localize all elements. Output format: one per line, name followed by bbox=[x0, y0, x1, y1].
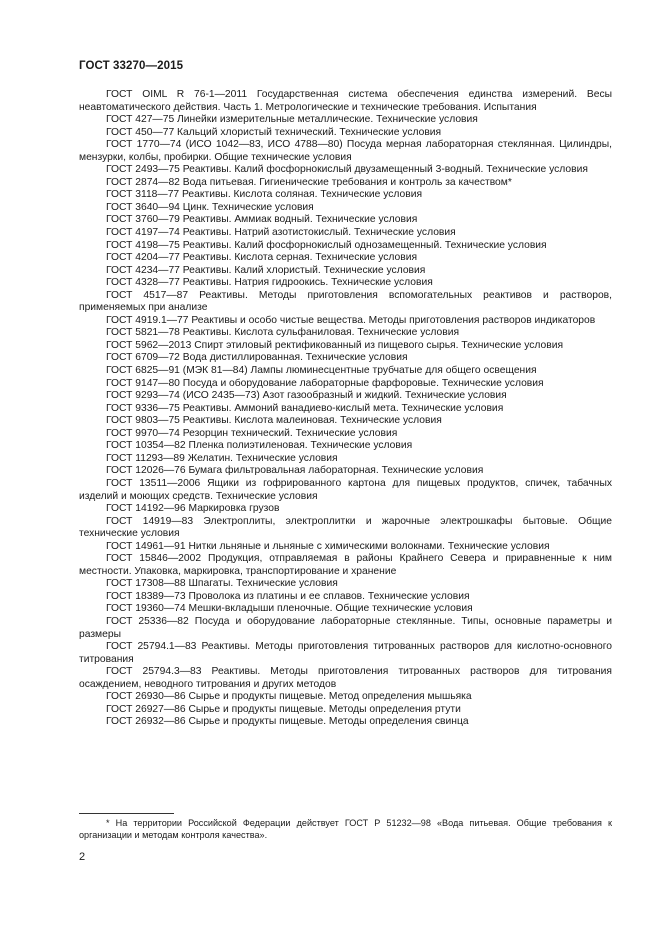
page-number: 2 bbox=[79, 851, 86, 863]
reference-entry: ГОСТ 450—77 Кальций хлористый технический. Технические условия bbox=[106, 126, 442, 138]
reference-entry: ГОСТ 4204—77 Реактивы. Кислота серная. Технические условия bbox=[106, 252, 418, 264]
reference-entry: ГОСТ 4919.1—77 Реактивы и особо чистые вещества. Методы приготовления растворов индикаторов bbox=[106, 314, 596, 326]
reference-entry: ГОСТ 11293—89 Желатин. Технические условия bbox=[106, 452, 338, 464]
reference-entry: ГОСТ 26927—86 Сырье и продукты пищевые. Методы определения ртути bbox=[106, 703, 461, 715]
reference-entry: ГОСТ 2493—75 Реактивы. Калий фосфорнокислый двузамещенный 3-водный. Технические условия bbox=[106, 164, 588, 176]
reference-entry: ГОСТ 2874—82 Вода питьевая. Гигиенические требования и контроль за качеством* bbox=[106, 176, 512, 188]
reference-entry: ГОСТ 1770—74 (ИСО 1042—83, ИСО 4788—80) Посуда мерная лабораторная стеклянная. Цилиндры, мензурки, колбы, пробирки. Общие технические условия bbox=[79, 139, 612, 163]
reference-entry: ГОСТ 9970—74 Резорцин технический. Технические условия bbox=[106, 427, 398, 439]
page-header: ГОСТ 33270—2015 bbox=[79, 60, 184, 72]
reference-entry: ГОСТ 3760—79 Реактивы. Аммиак водный. Технические условия bbox=[106, 214, 418, 226]
reference-entry: ГОСТ 4328—77 Реактивы. Натрия гидроокись. Технические условия bbox=[106, 277, 433, 289]
reference-entry: ГОСТ 4234—77 Реактивы. Калий хлористый. Технические условия bbox=[106, 264, 426, 276]
normative-references-list bbox=[79, 89, 612, 729]
reference-entry: ГОСТ 17308—88 Шпагаты. Технические условия bbox=[106, 578, 338, 590]
reference-entry: ГОСТ 5962—2013 Спирт этиловый ректификованный из пищевого сырья. Технические условия bbox=[106, 339, 564, 351]
footnote-divider bbox=[79, 813, 174, 814]
reference-entry: ГОСТ 13511—2006 Ящики из гофрированного картона для пищевых продуктов, спичек, табачных изделий и моющих средств. Технические условия bbox=[79, 477, 612, 502]
reference-entry: ГОСТ 26930—86 Сырье и продукты пищевые. Метод определения мышьяка bbox=[106, 691, 472, 703]
reference-entry: ГОСТ 10354—82 Пленка полиэтиленовая. Технические условия bbox=[106, 440, 413, 452]
reference-entry: ГОСТ 14192—96 Маркировка грузов bbox=[106, 503, 280, 515]
reference-entry: ГОСТ 6709—72 Вода дистиллированная. Технические условия bbox=[106, 352, 408, 364]
reference-entry: ГОСТ 12026—76 Бумага фильтровальная лабораторная. Технические условия bbox=[106, 465, 484, 477]
reference-entry: ГОСТ 15846—2002 Продукция, отправляемая в районы Крайнего Севера и приравненные к ним местности. Упаковка, маркировка, транспортирование и хранение bbox=[79, 553, 612, 577]
reference-entry: ГОСТ OIML R 76-1—2011 Государственная система обеспечения единства измерений. Весы неавтоматического действия. Часть 1. Метрологические и технические требования. Испытания bbox=[79, 89, 612, 113]
reference-entry: ГОСТ 3640—94 Цинк. Технические условия bbox=[106, 201, 314, 213]
reference-entry: ГОСТ 25794.3—83 Реактивы. Методы приготовления титрованных растворов для титрования осаждением, неводного титрования и других методов bbox=[79, 666, 612, 690]
reference-entry: ГОСТ 4197—74 Реактивы. Натрий азотистокислый. Технические условия bbox=[106, 227, 456, 239]
reference-entry: ГОСТ 4198—75 Реактивы. Калий фосфорнокислый однозамещенный. Технические условия bbox=[106, 239, 547, 251]
reference-entry: ГОСТ 3118—77 Реактивы. Кислота соляная. Технические условия bbox=[106, 189, 423, 201]
reference-entry: ГОСТ 9293—74 (ИСО 2435—73) Азот газообразный и жидкий. Технические условия bbox=[106, 390, 507, 402]
reference-entry: ГОСТ 9147—80 Посуда и оборудование лабораторные фарфоровые. Технические условия bbox=[106, 377, 544, 389]
reference-entry: ГОСТ 9803—75 Реактивы. Кислота малеиновая. Технические условия bbox=[106, 415, 442, 427]
reference-entry: ГОСТ 5821—78 Реактивы. Кислота сульфаниловая. Технические условия bbox=[106, 327, 460, 339]
reference-entry: ГОСТ 9336—75 Реактивы. Аммоний ванадиево-кислый мета. Технические условия bbox=[106, 402, 504, 414]
reference-entry: ГОСТ 25336—82 Посуда и оборудование лабораторные стеклянные. Типы, основные параметры и размеры bbox=[79, 615, 612, 640]
reference-entry: ГОСТ 14961—91 Нитки льняные и льняные с химическими волокнами. Технические условия bbox=[106, 540, 550, 552]
reference-entry: ГОСТ 26932—86 Сырье и продукты пищевые. Методы определения свинца bbox=[106, 716, 469, 728]
reference-entry: ГОСТ 19360—74 Мешки-вкладыши пленочные. Общие технические условия bbox=[106, 603, 473, 615]
reference-entry: ГОСТ 427—75 Линейки измерительные металлические. Технические условия bbox=[106, 114, 478, 126]
reference-entry: ГОСТ 6825—91 (МЭК 81—84) Лампы люминесцентные трубчатые для общего освещения bbox=[106, 365, 537, 377]
footnote: * На территории Российской Федерации действует ГОСТ Р 51232—98 «Вода питьевая. Общие требования к организации и методам контроля качества». bbox=[79, 818, 612, 840]
reference-entry: ГОСТ 14919—83 Электроплиты, электроплитки и жарочные электрошкафы бытовые. Общие технические условия bbox=[79, 515, 612, 540]
reference-entry: ГОСТ 18389—73 Проволока из платины и ее сплавов. Технические условия bbox=[106, 590, 470, 602]
reference-entry: ГОСТ 25794.1—83 Реактивы. Методы приготовления титрованных растворов для кислотно-основного титрования bbox=[79, 641, 612, 665]
reference-entry: ГОСТ 4517—87 Реактивы. Методы приготовления вспомогательных реактивов и растворов, применяемых при анализе bbox=[79, 289, 612, 314]
